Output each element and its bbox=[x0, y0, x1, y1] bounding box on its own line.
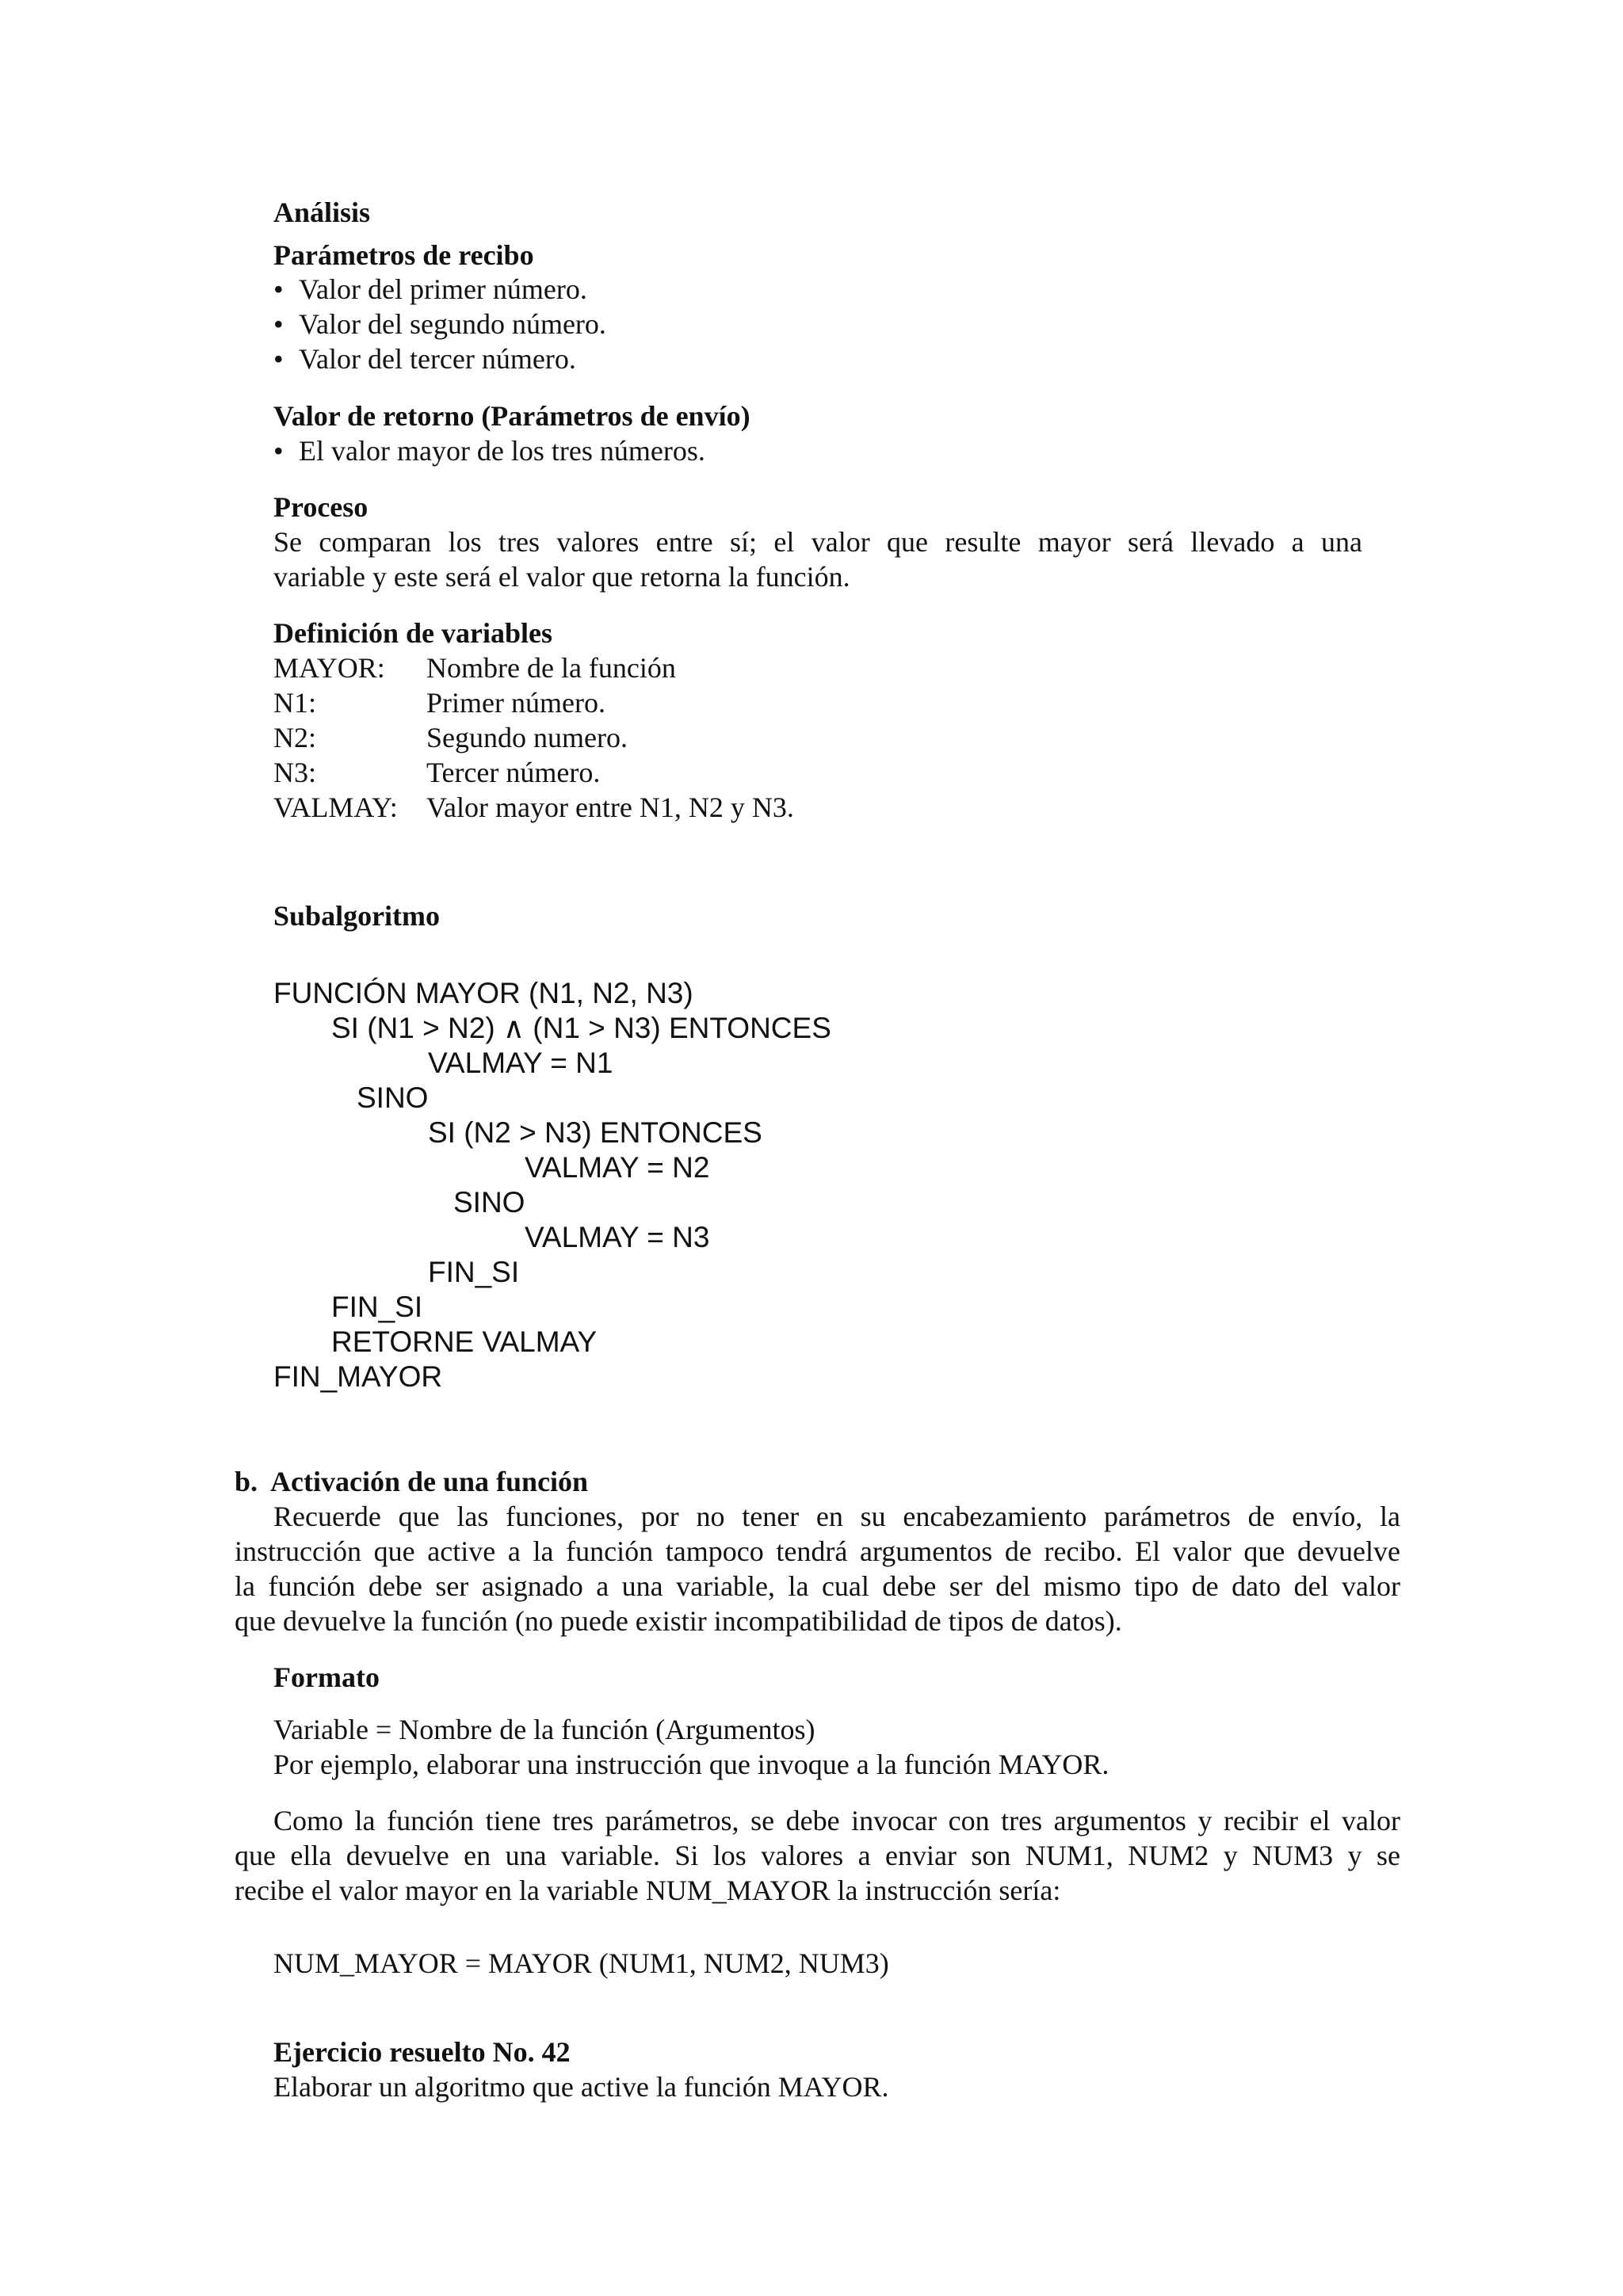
analisis-heading: Análisis bbox=[273, 196, 371, 228]
paragraph-line: que devuelve la función (no puede existir incompatibilidad de tipos de datos). bbox=[235, 1605, 1122, 1637]
example-instruction: NUM_MAYOR = MAYOR (NUM1, NUM2, NUM3) bbox=[273, 1947, 889, 1979]
bullet-icon: • bbox=[273, 273, 284, 305]
formato-heading: Formato bbox=[273, 1661, 380, 1693]
code-line: FUNCIÓN MAYOR (N1, N2, N3) bbox=[273, 977, 693, 1009]
code-line: VALMAY = N2 bbox=[525, 1151, 710, 1184]
formato-line: Por ejemplo, elaborar una instrucción que invoque a la función MAYOR. bbox=[273, 1749, 1109, 1780]
ejercicio-text: Elaborar un algoritmo que active la función MAYOR. bbox=[273, 2071, 889, 2103]
code-line: FIN_SI bbox=[428, 1256, 520, 1288]
paragraph-line: recibe el valor mayor en la variable NUM_MAYOR la instrucción sería: bbox=[235, 1875, 1061, 1906]
bullet-icon: • bbox=[273, 308, 284, 340]
code-line: FIN_MAYOR bbox=[273, 1360, 443, 1393]
code-line: VALMAY = N3 bbox=[525, 1221, 710, 1253]
list-item: • El valor mayor de los tres números. bbox=[273, 435, 705, 467]
return-heading: Valor de retorno (Parámetros de envío) bbox=[273, 400, 750, 432]
code-line: SI (N2 > N3) ENTONCES bbox=[428, 1116, 762, 1149]
process-line: Se comparan los tres valores entre sí; el valor que resulte mayor será llevado a una bbox=[273, 526, 1362, 558]
paragraph-line: Recuerde que las funciones, por no tener en su encabezamiento parámetros de envío, la bbox=[273, 1501, 1400, 1532]
paragraph-line: la función debe ser asignado a una variable, la cual debe ser del mismo tipo de dato del valor bbox=[235, 1570, 1400, 1602]
formato-line: Variable = Nombre de la función (Argumentos) bbox=[273, 1714, 815, 1745]
code-line: VALMAY = N1 bbox=[428, 1047, 613, 1079]
paragraph-line: Como la función tiene tres parámetros, se debe invocar con tres argumentos y recibir el valor bbox=[273, 1805, 1400, 1836]
params-heading: Parámetros de recibo bbox=[273, 239, 534, 271]
vars-heading: Definición de variables bbox=[273, 617, 552, 649]
code-line: SI (N1 > N2) ∧ (N1 > N3) ENTONCES bbox=[331, 1012, 831, 1044]
bullet-icon: • bbox=[273, 435, 284, 467]
bullet-icon: • bbox=[273, 343, 284, 375]
ejercicio-heading: Ejercicio resuelto No. 42 bbox=[273, 2036, 571, 2068]
document-page: Análisis Parámetros de recibo • Valor del primer número. • Valor del segundo número. • Valor del tercer número. Valor de retorno (Parámetros de envío) • El valor mayor de los tres números. Proceso Se comparan los tres valores entre sí; el valor que resulte mayor será llevado a una variable y este será el valor que retorna la función. Definición de variables MAYOR: Nombre de la función N1: Primer número. N2: Segundo numero. N3: Tercer número. VALMAY: Valor mayor entre N1, N2 y N3. Subalgoritmo FUNCIÓN MAYOR (N1, N2, N3) SI (N1 > N2) ∧ (N1 > N3) ENTONCES VALMAY = N1 SINO SI (N2 > N3) ENTONCES VALMAY = N2 SINO VALMAY = N3 FIN_SI FIN_SI RETORNE VALMAY FIN_MAYOR b. Activación de una función Recuerde que las funciones, por no tener en su encabezamiento parámetros de envío, la instrucción que active a la función tampoco tendrá argumentos de recibo. El valor que devuelve la función debe ser asignado a una variable, la cual debe ser del mismo tipo de dato del valor que devuelve la función (no puede existir incompatibilidad de tipos de datos). Formato Variable = Nombre de la función (Argumentos) Por ejemplo, elaborar una instrucción que invoque a la función MAYOR. Como la función tiene tres parámetros, se debe invocar con tres argumentos y recibir el valor que ella devuelve en una variable. Si los valores a enviar son NUM1, NUM2 y NUM3 y se recibe el valor mayor en la variable NUM_MAYOR la instrucción sería: NUM_MAYOR = MAYOR (NUM1, NUM2, NUM3) Ejercicio resuelto No. 42 Elaborar un algoritmo que active la función MAYOR. bbox=[235, 196, 1400, 2103]
paragraph-line: que ella devuelve en una variable. Si los valores a enviar son NUM1, NUM2 y NUM3 y se bbox=[235, 1840, 1400, 1871]
paragraph-line: instrucción que active a la función tampoco tendrá argumentos de recibo. El valor que devuelve bbox=[235, 1535, 1400, 1567]
process-line: variable y este será el valor que retorna la función. bbox=[273, 561, 850, 593]
list-item: • Valor del tercer número. bbox=[273, 343, 576, 375]
process-heading: Proceso bbox=[273, 491, 369, 523]
code-line: RETORNE VALMAY bbox=[331, 1325, 598, 1358]
activacion-heading: b. Activación de una función bbox=[235, 1466, 589, 1497]
subalgoritmo-heading: Subalgoritmo bbox=[273, 900, 441, 932]
code-line: SINO bbox=[453, 1186, 525, 1219]
code-line: SINO bbox=[357, 1081, 429, 1114]
code-line: FIN_SI bbox=[331, 1291, 423, 1323]
list-item: • Valor del primer número. bbox=[273, 273, 587, 305]
list-item: • Valor del segundo número. bbox=[273, 308, 606, 340]
